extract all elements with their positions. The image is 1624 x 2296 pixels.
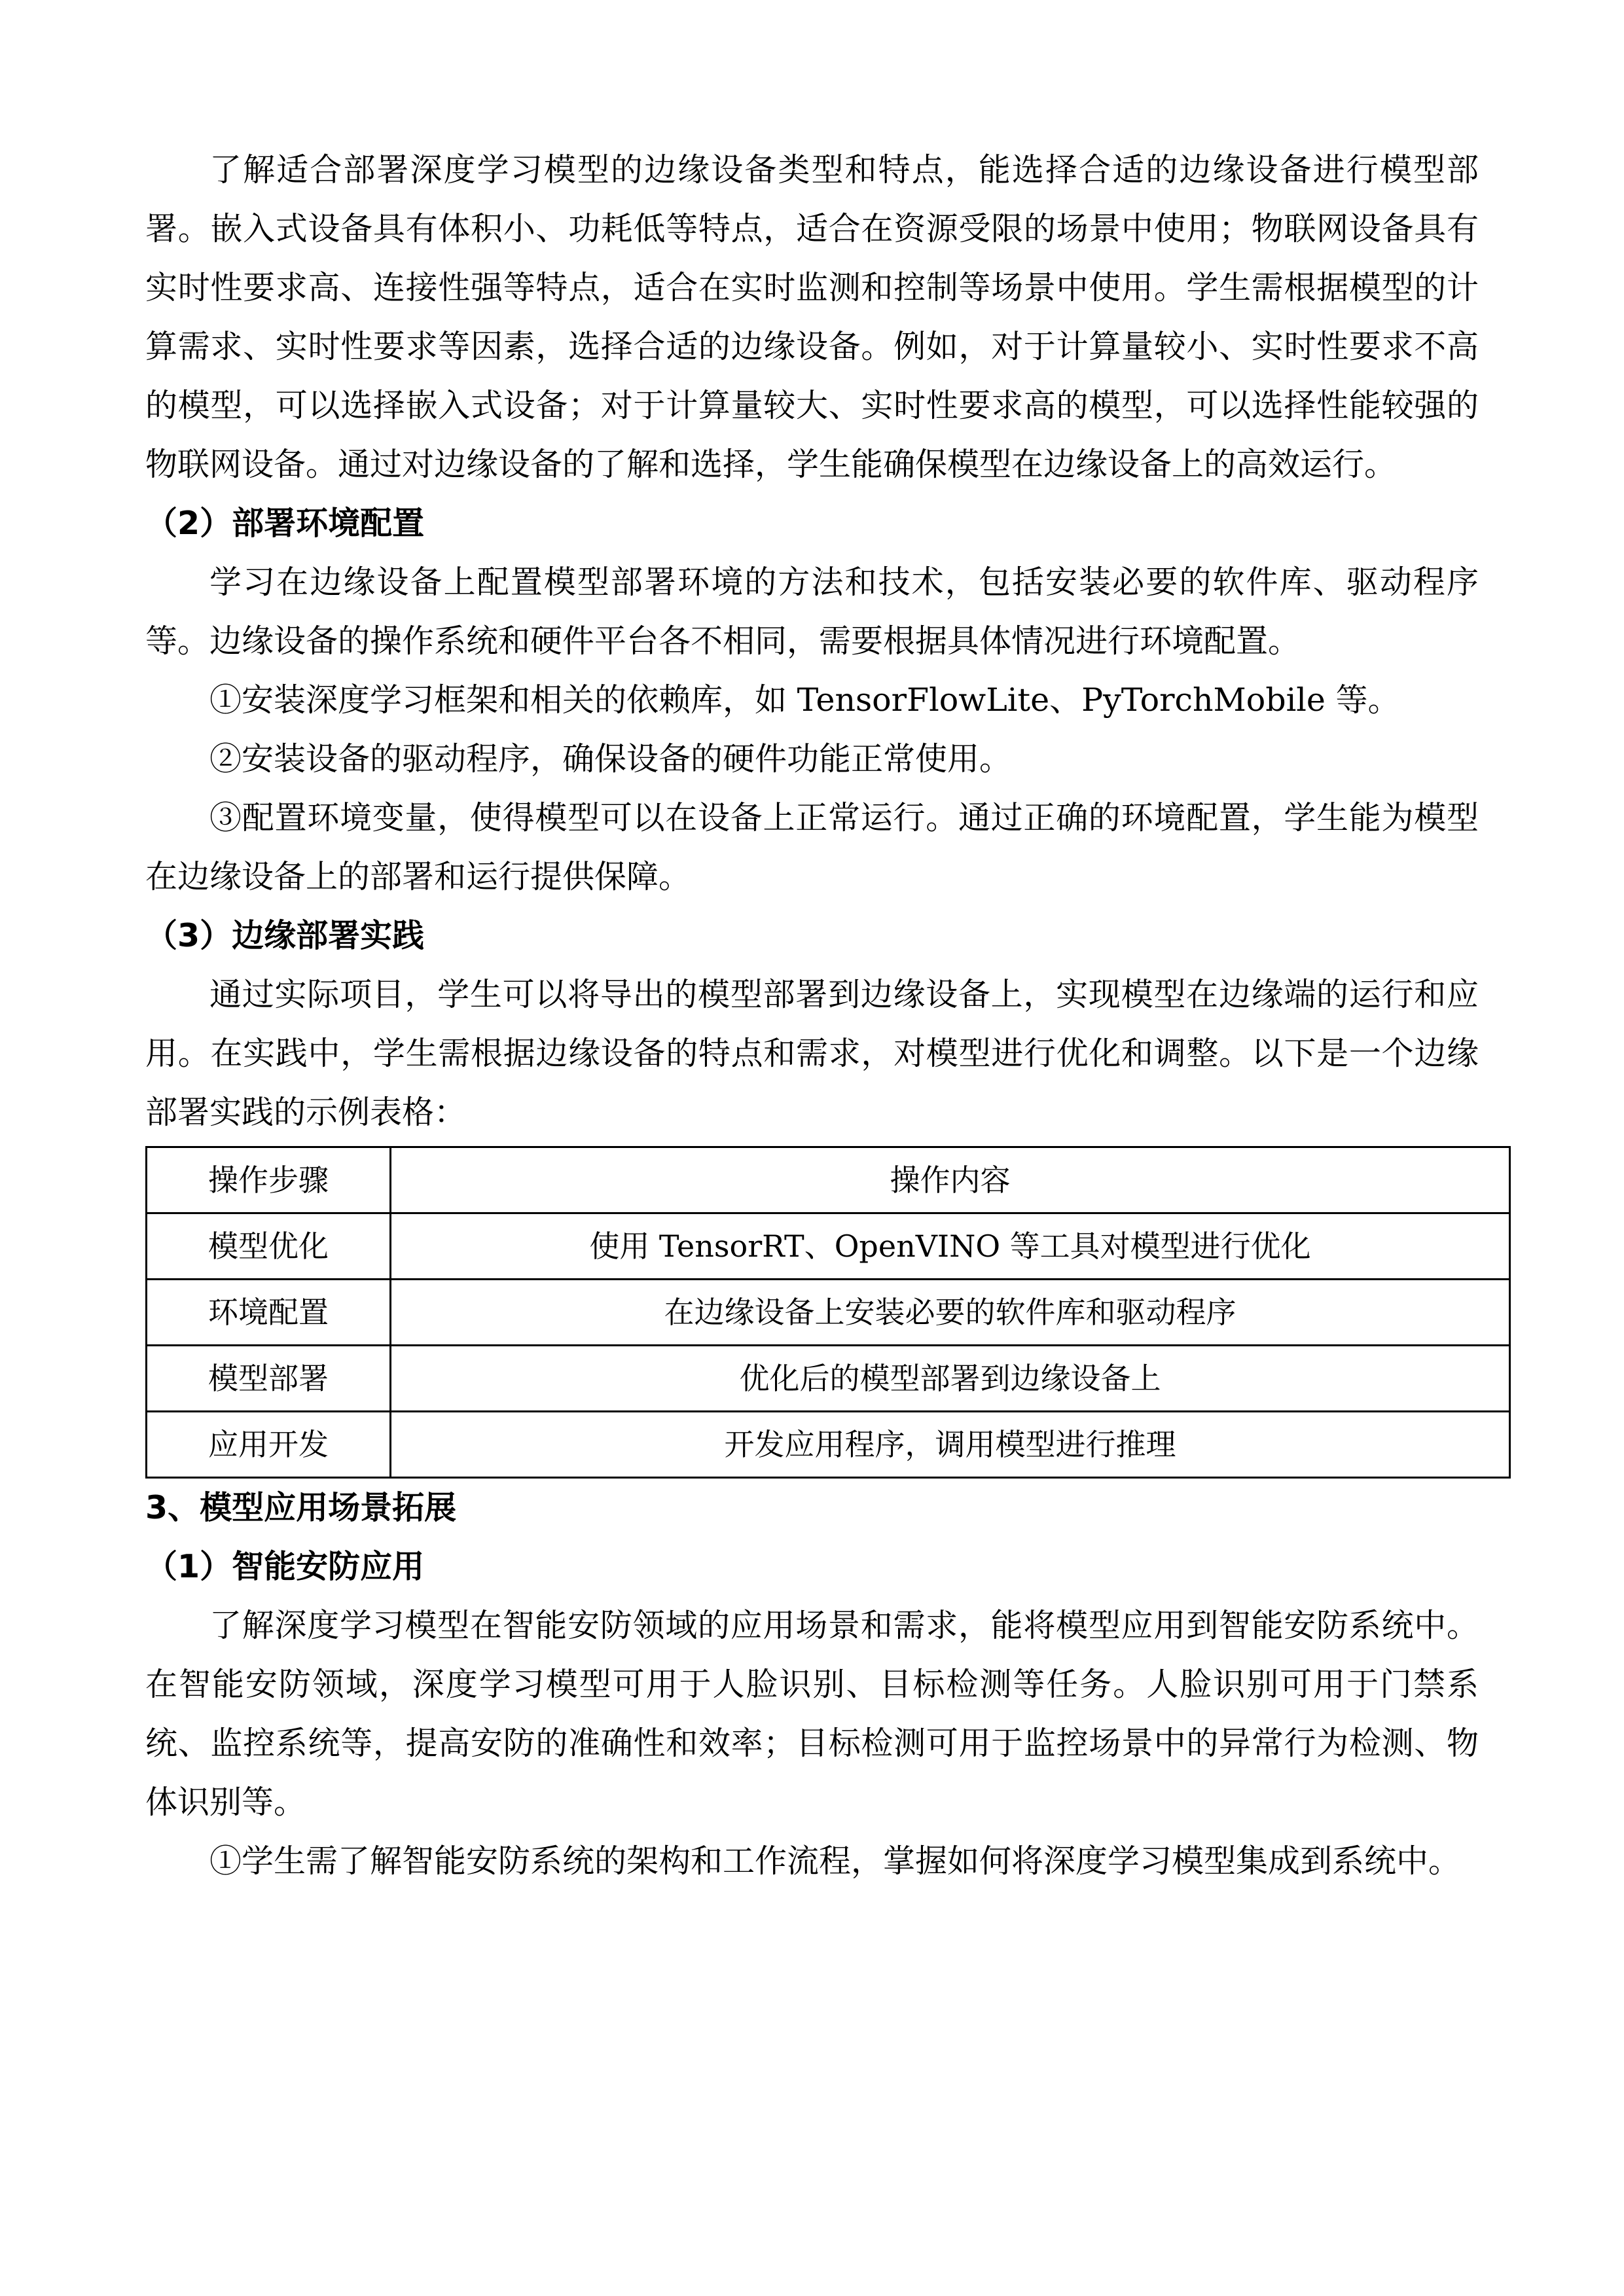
table-row	[147, 1412, 1510, 1478]
table-cell-step: 模型优化	[147, 1213, 391, 1280]
page-content	[145, 141, 1479, 1891]
table-cell-content: 使用 TensorRT、OpenVINO 等工具对模型进行优化	[391, 1213, 1510, 1280]
paragraph-deployment-environment: 学习在边缘设备上配置模型部署环境的方法和技术，包括安装必要的软件库、驱动程序等。边缘设备的操作系统和硬件平台各不相同，需要根据具体情况进行环境配置。	[145, 564, 1479, 660]
table-cell-content: 在边缘设备上安装必要的软件库和驱动程序	[391, 1280, 1510, 1346]
table-row	[147, 1346, 1510, 1412]
heading-model-application-scenarios: 3、模型应用场景拓展	[145, 1489, 457, 1526]
table-cell-content: 开发应用程序，调用模型进行推理	[391, 1412, 1510, 1478]
list-item-configure-env-vars: ③配置环境变量，使得模型可以在设备上正常运行。通过正确的环境配置，学生能为模型在边缘设备上的部署和运行提供保障。	[145, 799, 1479, 895]
table-row	[147, 1280, 1510, 1346]
list-item-install-driver: ②安装设备的驱动程序，确保设备的硬件功能正常使用。	[209, 740, 1012, 778]
table-cell-content: 优化后的模型部署到边缘设备上	[391, 1346, 1510, 1412]
table-row	[147, 1213, 1510, 1280]
table-header-row	[147, 1147, 1510, 1213]
paragraph-smart-security: 了解深度学习模型在智能安防领域的应用场景和需求，能将模型应用到智能安防系统中。在智能安防领域，深度学习模型可用于人脸识别、目标检测等任务。人脸识别可用于门禁系统、监控系统等，提高安防的准确性和效率；目标检测可用于监控场景中的异常行为检测、物体识别等。	[145, 1607, 1479, 1821]
table-cell-step: 应用开发	[147, 1412, 391, 1478]
table-cell-step: 模型部署	[147, 1346, 391, 1412]
heading-edge-deployment-practice: （3）边缘部署实践	[145, 917, 425, 954]
heading-smart-security-application: （1）智能安防应用	[145, 1548, 425, 1585]
table-header-cell-content: 操作内容	[391, 1147, 1510, 1213]
paragraph-edge-device-types: 了解适合部署深度学习模型的边缘设备类型和特点，能选择合适的边缘设备进行模型部署。嵌入式设备具有体积小、功耗低等特点，适合在资源受限的场景中使用；物联网设备具有实时性要求高、连接性强等特点，适合在实时监测和控制等场景中使用。学生需根据模型的计算需求、实时性要求等因素，选择合适的边缘设备。例如，对于计算量较小、实时性要求不高的模型，可以选择嵌入式设备；对于计算量较大、实时性要求高的模型，可以选择性能较强的物联网设备。通过对边缘设备的了解和选择，学生能确保模型在边缘设备上的高效运行。	[145, 151, 1479, 483]
paragraph-edge-deployment-practice: 通过实际项目，学生可以将导出的模型部署到边缘设备上，实现模型在边缘端的运行和应用。在实践中，学生需根据边缘设备的特点和需求，对模型进行优化和调整。以下是一个边缘部署实践的示例表格：	[145, 976, 1479, 1131]
heading-deployment-environment-config: （2）部署环境配置	[145, 505, 425, 542]
list-item-install-framework: ①安装深度学习框架和相关的依赖库，如 TensorFlowLite、PyTorchMobile 等。	[209, 681, 1400, 719]
table-header-cell-step: 操作步骤	[147, 1147, 391, 1213]
edge-deployment-steps-table	[145, 1146, 1511, 1479]
list-item-security-system-architecture: ①学生需了解智能安防系统的架构和工作流程，掌握如何将深度学习模型集成到系统中。	[209, 1842, 1461, 1880]
table-cell-step: 环境配置	[147, 1280, 391, 1346]
